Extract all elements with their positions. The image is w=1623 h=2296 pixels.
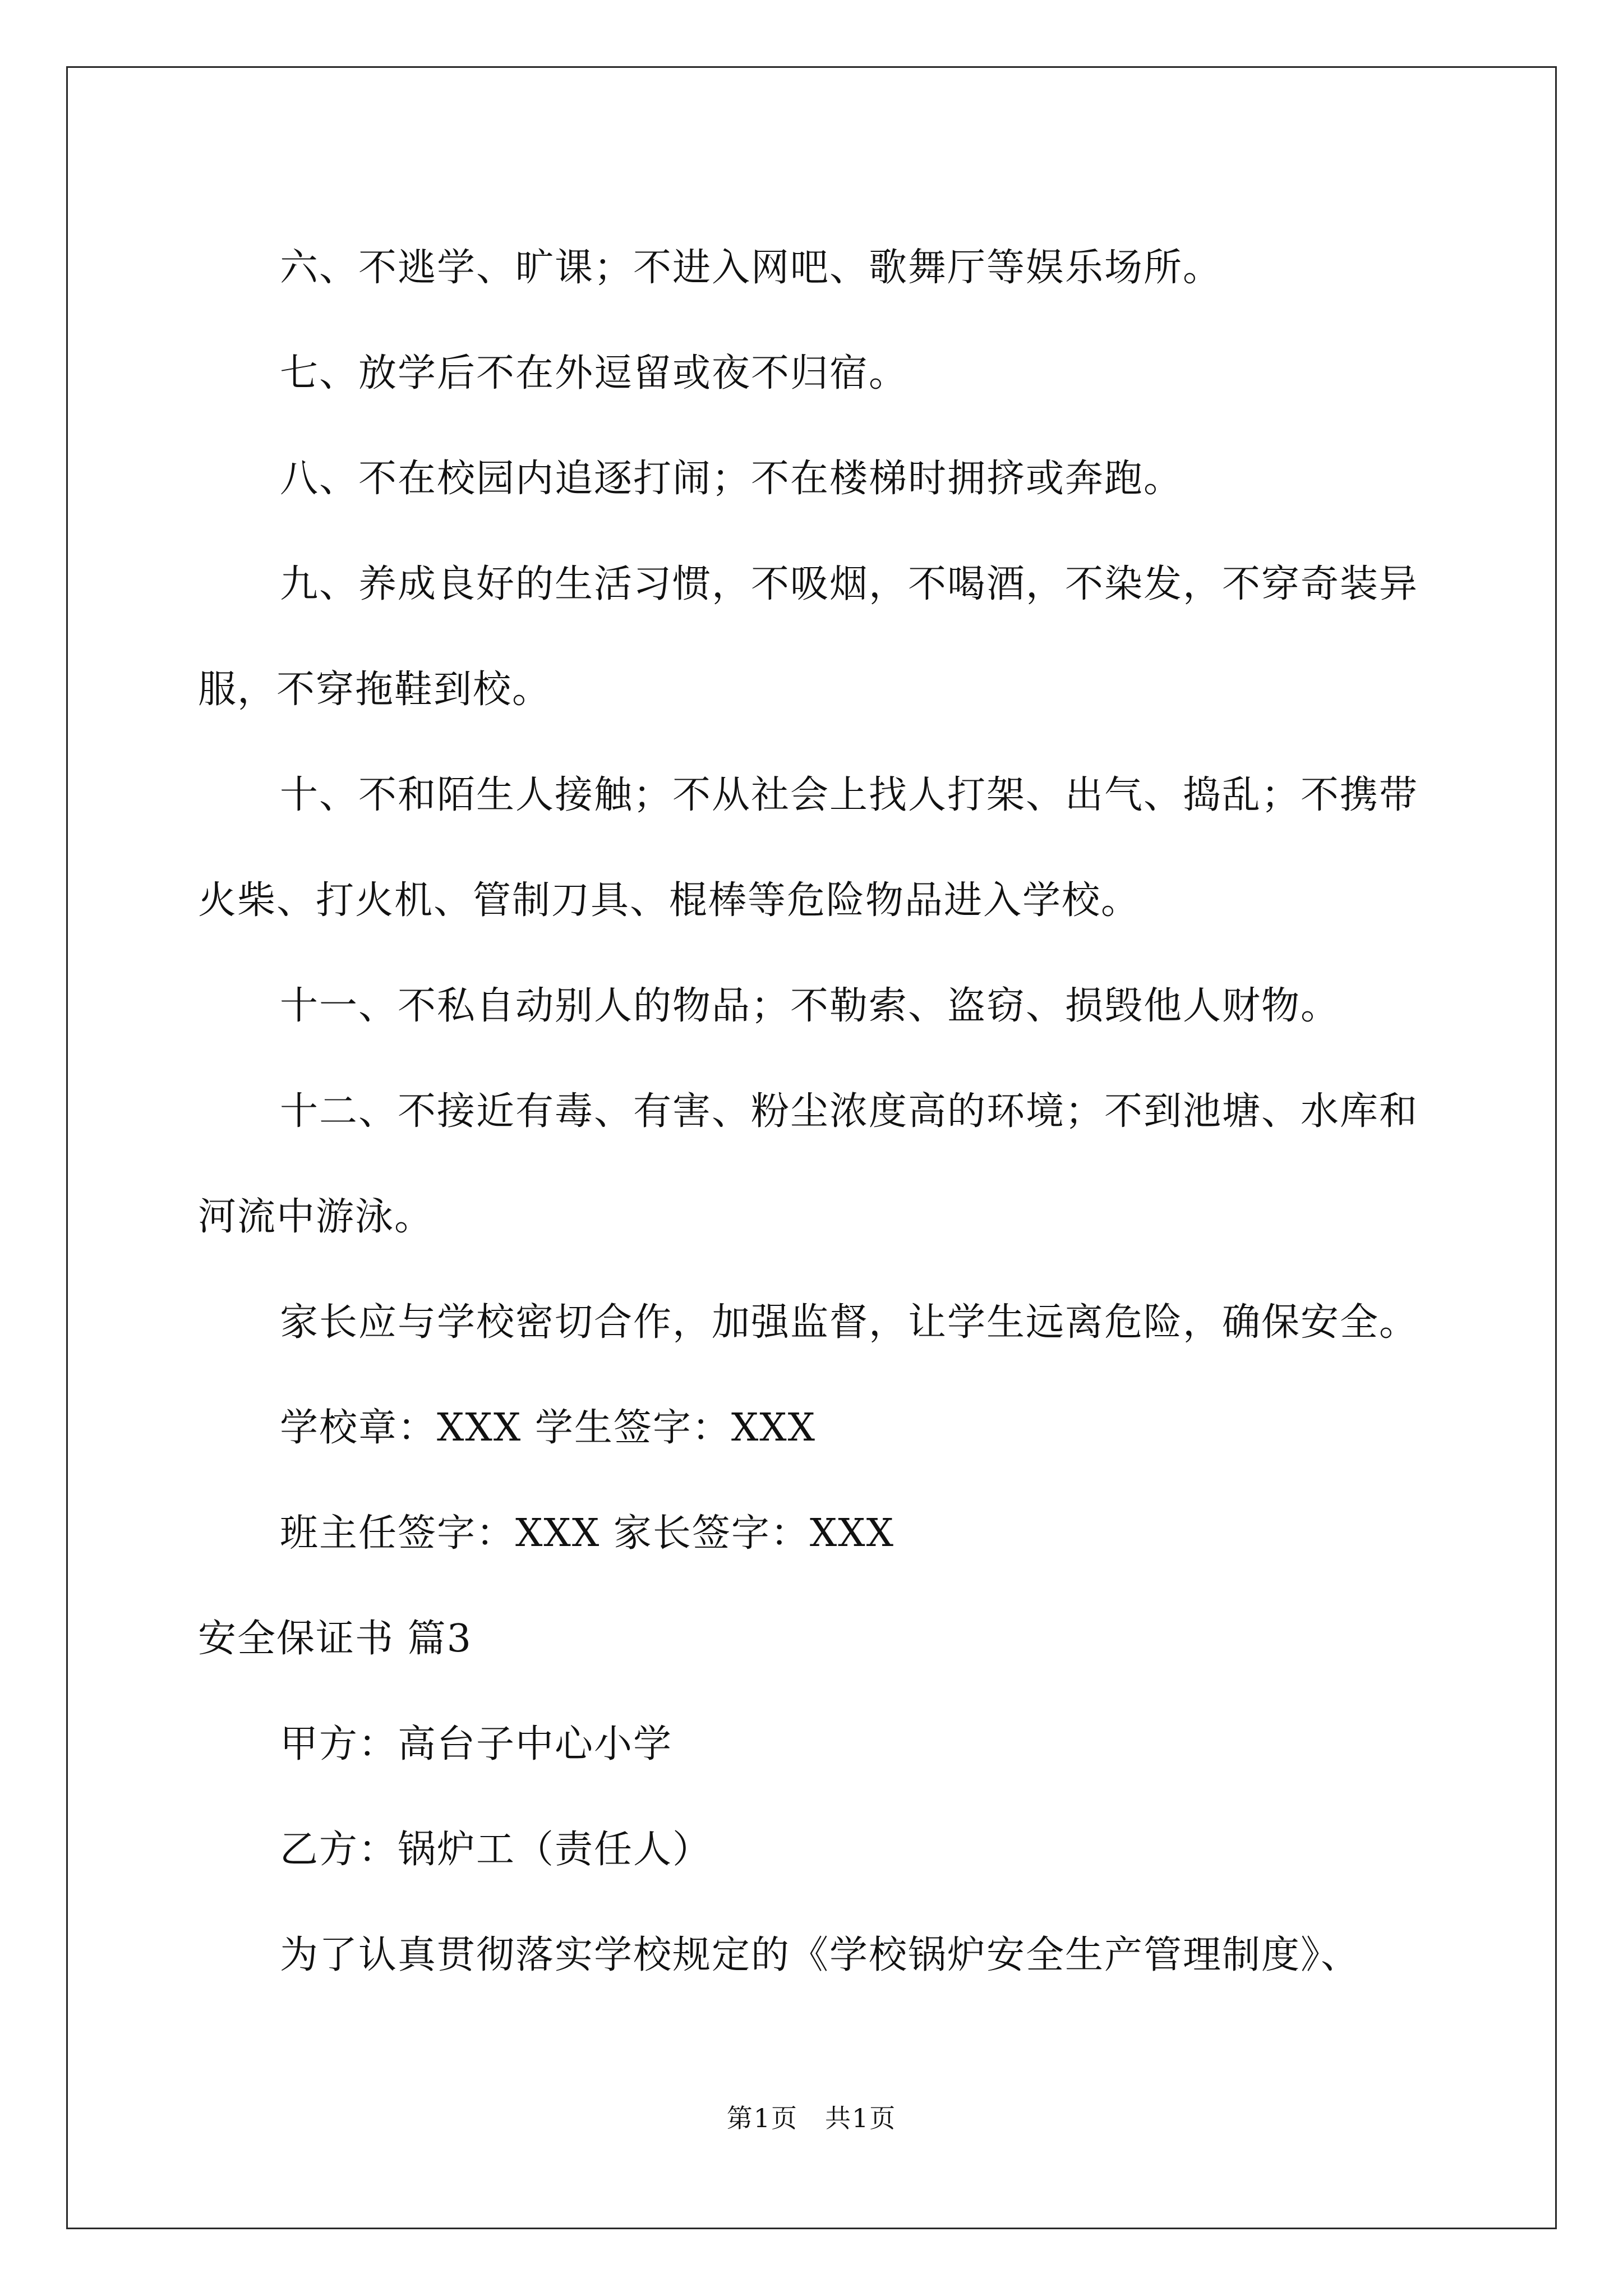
party-a-line: 甲方：高台子中心小学 — [280, 1722, 673, 1766]
intro-paragraph: 为了认真贯彻落实学校规定的《学校锅炉安全生产管理制度》、 — [280, 1933, 1361, 1977]
paragraph-rule-6: 六、不逃学、旷课；不进入网吧、歌舞厅等娱乐场所。 — [280, 246, 1223, 290]
signature-line-teacher-parent: 班主任签字：XXX 家长签字：XXX — [280, 1511, 895, 1556]
paragraph-rule-8: 八、不在校园内追逐打闹；不在楼梯时拥挤或奔跑。 — [280, 457, 1183, 501]
paragraph-parent-cooperation: 家长应与学校密切合作，加强监督，让学生远离危险，确保安全。 — [280, 1300, 1419, 1345]
paragraph-rule-9: 九、养成良好的生活习惯，不吸烟，不喝酒，不染发，不穿奇装异服，不穿拖鞋到校。 — [198, 562, 1419, 712]
paragraph-rule-7: 七、放学后不在外逗留或夜不归宿。 — [280, 351, 909, 395]
paragraph-rule-10: 十、不和陌生人接触；不从社会上找人打架、出气、捣乱；不携带火柴、打火机、管制刀具、棍棒等危险物品进入学校。 — [198, 773, 1419, 923]
party-b-line: 乙方：锅炉工（责任人） — [280, 1828, 712, 1872]
document-body — [198, 215, 1437, 2008]
paragraph-rule-12: 十二、不接近有毒、有害、粉尘浓度高的环境；不到池塘、水库和河流中游泳。 — [198, 1089, 1419, 1239]
page-number-footer: 第1页 共1页 — [726, 2103, 897, 2133]
signature-line-school-student: 学校章：XXX 学生签字：XXX — [280, 1406, 817, 1450]
section-heading: 安全保证书 篇3 — [198, 1617, 472, 1661]
paragraph-rule-11: 十一、不私自动别人的物品；不勒索、盗窃、损毁他人财物。 — [280, 984, 1340, 1028]
